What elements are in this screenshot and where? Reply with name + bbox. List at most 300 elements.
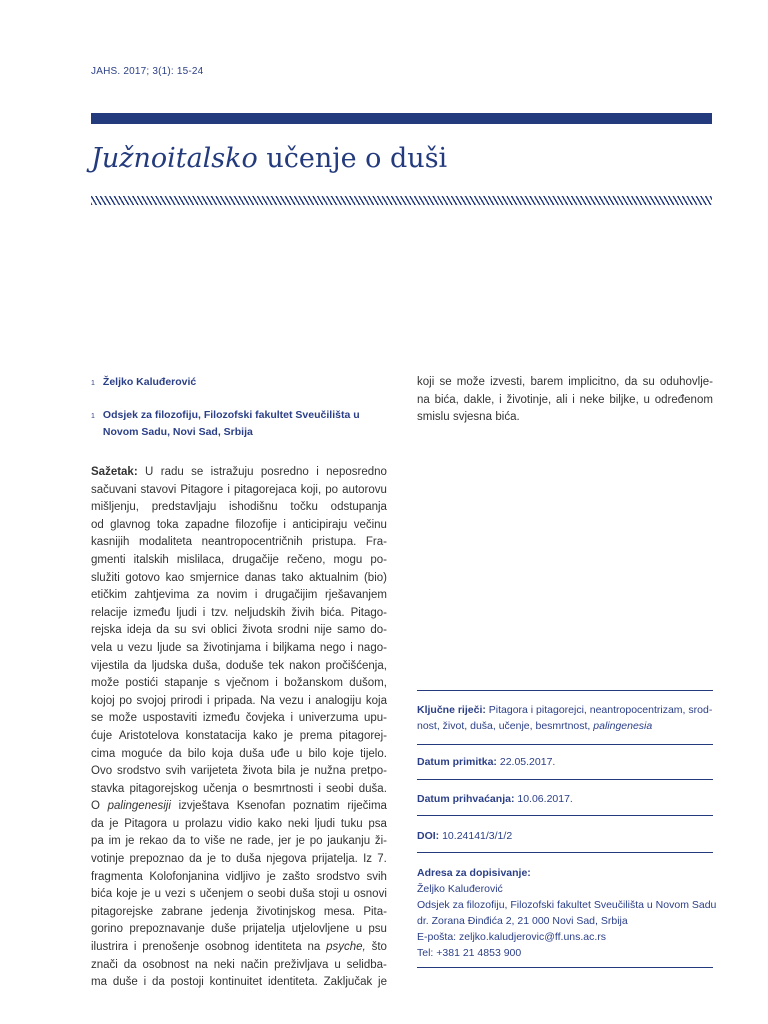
institution-line-1: Odsjek za filozofiju, Filozofski fakultet Sveučilišta u — [102, 409, 360, 421]
word: do- — [370, 624, 387, 637]
word: mogu — [333, 553, 363, 566]
word: uđe — [270, 747, 290, 760]
text-line — [91, 693, 387, 711]
word: neljudskih — [234, 606, 286, 619]
word: i — [350, 641, 353, 654]
word: vidljivo — [225, 870, 261, 883]
word: besmrtnosti — [253, 782, 314, 795]
word: radu — [160, 466, 184, 478]
word: ži- — [374, 835, 387, 848]
word: zapadne — [184, 518, 230, 531]
word: istražuju — [210, 466, 254, 478]
word: u — [295, 747, 303, 760]
word: da — [151, 976, 165, 989]
word: i — [265, 641, 269, 654]
word: može — [91, 677, 120, 690]
word: u — [154, 888, 161, 901]
word: vijestila — [91, 659, 129, 672]
institution-line-2: Novom Sadu, Novi Sad, Srbija — [102, 426, 253, 438]
keywords-label: Ključne riječi: — [417, 704, 486, 716]
word: je — [378, 976, 387, 989]
word: i — [572, 393, 575, 406]
word: oblici — [210, 624, 238, 637]
word: i — [308, 694, 311, 707]
word: tzv. — [211, 606, 229, 619]
text-line — [91, 534, 387, 552]
word: identiteta. — [267, 976, 318, 989]
word: ideja — [126, 624, 152, 637]
word: i — [133, 941, 137, 954]
text-line — [91, 552, 387, 570]
word: svjesna — [452, 411, 492, 424]
doi — [417, 828, 713, 844]
word: rečeno, — [287, 553, 326, 566]
word: izvesti, — [490, 376, 526, 388]
word: je — [295, 835, 305, 848]
word: ne — [229, 835, 243, 848]
word: njegova — [266, 853, 307, 866]
word: u — [172, 817, 180, 830]
word: i — [202, 606, 206, 619]
accepted-label: Datum prihvaćanja: — [417, 793, 515, 805]
journal-reference: JAHS. 2017; 3(1): 15-24 — [91, 66, 204, 77]
divider — [417, 690, 713, 691]
keywords — [417, 702, 713, 734]
word: rješavanjem — [324, 589, 387, 602]
word: koja — [365, 694, 387, 707]
word: o — [247, 888, 254, 901]
correspondence-phone: Tel: +381 21 4853 900 — [417, 947, 522, 959]
word: gmenti — [91, 553, 126, 566]
word: gorino — [91, 923, 123, 936]
date-accepted — [417, 791, 713, 807]
word: italskih — [133, 553, 169, 566]
divider — [417, 815, 713, 816]
word: dušom, — [349, 677, 387, 690]
word: znači — [91, 958, 118, 971]
article-title — [91, 143, 447, 174]
word: pretpo- — [350, 765, 387, 778]
institution-affiliation — [91, 407, 360, 441]
word: na — [307, 941, 321, 954]
word: između — [202, 712, 240, 725]
text-line — [91, 710, 387, 728]
word: svih — [165, 765, 186, 778]
word: životinjama — [203, 641, 261, 654]
word: životinje, — [506, 393, 552, 406]
word: da — [624, 376, 638, 388]
word: rekao — [139, 835, 168, 848]
word: Pitago- — [350, 606, 387, 619]
word: neposredno — [326, 466, 387, 478]
word: prijatelja — [242, 923, 286, 936]
received-label: Datum primitka: — [417, 756, 497, 768]
word: pitagorejskog — [129, 782, 198, 795]
divider — [417, 779, 713, 780]
word: bića, — [434, 393, 459, 406]
word: osobnog — [205, 941, 250, 954]
word: implicitno, — [568, 376, 620, 388]
word: konstatacija — [185, 729, 247, 742]
word: tek — [268, 659, 285, 672]
word: vezu — [128, 641, 153, 654]
word: za — [196, 589, 210, 602]
word: pa — [91, 835, 104, 848]
word: bilo — [187, 747, 206, 760]
word: im — [108, 835, 121, 848]
word: riječima — [347, 800, 387, 813]
text-line — [91, 728, 387, 746]
word: vezu — [279, 694, 304, 707]
institution-name — [103, 407, 360, 441]
word: biljkama — [272, 641, 316, 654]
word: pristupa. — [312, 536, 357, 549]
text-line — [417, 374, 713, 392]
word: da — [168, 747, 182, 760]
text-line — [91, 816, 387, 834]
word: ljudi — [176, 606, 197, 619]
word: rade, — [247, 835, 274, 848]
word: vela — [91, 641, 113, 654]
word: psu — [368, 923, 387, 936]
word: učenja — [203, 782, 237, 795]
text-line — [91, 482, 387, 500]
header-bar — [91, 113, 712, 124]
correspondence-institution: Odsjek za filozofiju, Filozofski fakultet Sveučilišta u Novom Sadu — [417, 899, 717, 911]
hatched-divider — [91, 196, 712, 205]
text-line — [417, 409, 713, 427]
word: moguće — [121, 747, 163, 760]
word: toka — [156, 518, 179, 531]
word: učenjem — [199, 888, 244, 901]
word: u — [643, 393, 650, 406]
word: po — [309, 835, 323, 848]
word: jedenja — [210, 905, 249, 918]
word: svih — [366, 870, 387, 883]
word: duša — [239, 747, 265, 760]
word: to — [190, 835, 200, 848]
text-line — [91, 798, 387, 816]
word: Sažetak: — [91, 466, 138, 478]
word: votinje — [91, 853, 125, 866]
word: 7. — [377, 853, 387, 866]
correspondence-address: dr. Zorana Đinđića 2, 21 000 Novi Sad, Srbija — [417, 915, 628, 927]
word: i — [227, 483, 230, 496]
word: duša — [289, 888, 315, 901]
word: se — [439, 376, 452, 388]
word: života — [242, 624, 273, 637]
affiliation-marker: 1 — [91, 380, 95, 387]
word: pitagorejaca — [233, 483, 297, 496]
word: poznatim — [292, 800, 340, 813]
word: neke — [579, 393, 605, 406]
word: duše — [112, 976, 138, 989]
word: srodstvo — [117, 765, 161, 778]
text-line — [91, 746, 387, 764]
word: ljude — [157, 641, 182, 654]
text-line — [91, 921, 387, 939]
word: je — [109, 817, 119, 830]
word: bića. — [320, 606, 345, 619]
word: dakle, — [463, 393, 495, 406]
word: predstavljaju — [151, 501, 217, 514]
word: bića — [91, 888, 113, 901]
correspondence-label: Adresa za dopisivanje: — [417, 867, 531, 879]
word: bila — [277, 765, 296, 778]
word: (bio) — [363, 571, 387, 584]
word: čovjeka — [245, 712, 285, 725]
word: Na — [260, 694, 275, 707]
text-line — [91, 886, 387, 904]
word: psa — [368, 817, 387, 830]
word: svojoj — [136, 694, 166, 707]
text-line — [91, 833, 387, 851]
word: da — [189, 853, 202, 866]
word: kako — [253, 729, 278, 742]
word: božanskom — [284, 677, 343, 690]
word: kojoj — [91, 694, 115, 707]
word: i — [143, 976, 147, 989]
word: po — [325, 483, 339, 496]
word: tijelo. — [360, 747, 387, 760]
word: živih — [291, 606, 315, 619]
word: postoji — [170, 976, 204, 989]
word: analogiju — [315, 694, 362, 707]
word: kasnijih — [91, 536, 130, 549]
word: ma — [91, 976, 107, 989]
word: palingenesiji — [107, 800, 171, 813]
word: ljudska — [151, 659, 188, 672]
text-line — [91, 570, 387, 588]
divider — [417, 744, 713, 745]
correspondence — [417, 865, 717, 961]
word: relacije — [91, 606, 128, 619]
word: stavovi — [140, 483, 177, 496]
word: su — [174, 624, 187, 637]
word: više — [204, 835, 226, 848]
word: nije — [313, 624, 332, 637]
word: i — [254, 589, 258, 602]
word: određenom — [654, 393, 713, 406]
word: nužna — [314, 765, 346, 778]
word: prolazu — [184, 817, 223, 830]
word: u — [334, 958, 341, 971]
word: duše — [211, 923, 237, 936]
word: glavnog — [110, 518, 151, 531]
word: smislu — [417, 411, 450, 424]
word: drugačijim — [264, 589, 318, 602]
word: koje — [332, 747, 354, 760]
author-name: Željko Kaluđerović — [102, 376, 197, 388]
word: odstupanja — [330, 501, 387, 514]
word: selidba- — [346, 958, 387, 971]
word: način — [240, 958, 269, 971]
word: na — [195, 958, 208, 971]
word: etičkim — [91, 589, 127, 602]
word: postići — [125, 677, 159, 690]
word: sa — [186, 641, 199, 654]
word: to — [221, 853, 231, 866]
word: zahtjevima — [134, 589, 190, 602]
word: nago- — [357, 641, 387, 654]
word: utjelovljene — [291, 923, 350, 936]
word: Iz — [363, 853, 373, 866]
word: univerzuma — [298, 712, 359, 725]
word: pripada. — [214, 694, 256, 707]
word: duša — [236, 853, 262, 866]
word: smjernice — [189, 571, 240, 584]
word: O — [91, 800, 100, 813]
word: je — [284, 729, 293, 742]
word: večinu — [353, 518, 387, 531]
affiliation-marker: 1 — [91, 413, 95, 420]
word: pitagorejske — [91, 905, 154, 918]
keywords-italic: palingenesia — [593, 720, 653, 732]
word: ishodišnu — [229, 501, 278, 514]
word: prema — [299, 729, 333, 742]
word: i — [499, 393, 502, 406]
divider — [417, 852, 713, 853]
word: da — [123, 958, 137, 971]
word: identiteta — [254, 941, 302, 954]
word: osnovi — [353, 888, 387, 901]
word: filozofije — [235, 518, 278, 531]
word: koji — [417, 376, 435, 388]
word: prepoznao — [129, 853, 184, 866]
word: i — [290, 712, 294, 725]
word: Pitagore — [180, 483, 224, 496]
word: neantropocentričnih — [201, 536, 303, 549]
word: u — [343, 888, 350, 901]
abstract-continuation — [417, 374, 713, 427]
received-value: 22.05.2017. — [499, 756, 556, 768]
word: je — [125, 835, 135, 848]
word: stavka — [91, 782, 125, 795]
text-line — [91, 851, 387, 869]
text-line — [91, 587, 387, 605]
text-line — [91, 939, 387, 957]
keywords-line-1: Pitagora i pitagorejci, neantropocentrizam, srod- — [488, 704, 713, 716]
word: prirodi — [170, 694, 203, 707]
word: zabrane — [161, 905, 203, 918]
word: fragmenta — [91, 870, 143, 883]
correspondence-email: E-pošta: zeljko.kaludjerovic@ff.uns.ac.rs — [417, 931, 607, 943]
word: uspostaviti — [142, 712, 198, 725]
word: koji, — [300, 483, 322, 496]
word: što — [371, 941, 387, 954]
word: ali — [556, 393, 568, 406]
word: modaliteta — [138, 536, 192, 549]
word: upu- — [363, 712, 387, 725]
text-line — [91, 640, 387, 658]
word: je — [207, 853, 217, 866]
word: mesa. — [323, 905, 356, 918]
word: da — [172, 835, 186, 848]
doi-value: 10.24141/3/1/2 — [442, 830, 513, 842]
word: vidio — [228, 817, 253, 830]
word: zašto — [282, 870, 310, 883]
word: ćuje — [91, 729, 113, 742]
author-affiliation — [91, 374, 196, 391]
word: izvještava — [178, 800, 230, 813]
word: prijatelja. — [311, 853, 358, 866]
word: da — [156, 624, 170, 637]
word: duša. — [358, 782, 387, 795]
word: Fra- — [365, 536, 387, 549]
word: doduše — [225, 659, 264, 672]
word: s — [189, 888, 196, 901]
text-line — [91, 499, 387, 517]
word: kontinuitet — [209, 976, 263, 989]
word: i — [316, 466, 319, 478]
word: seobi — [257, 888, 286, 901]
word: Zaključak — [323, 976, 373, 989]
word: stapanje — [164, 677, 208, 690]
word: ljudi — [314, 817, 336, 830]
word: neki — [213, 958, 235, 971]
word: pitagorej- — [339, 729, 387, 742]
word: i — [283, 518, 286, 531]
word: i — [318, 782, 321, 795]
word: prepoznavanje — [129, 923, 205, 936]
word: posredno — [260, 466, 309, 478]
word: stoji — [318, 888, 339, 901]
word: seobi — [326, 782, 354, 795]
word: Ksenofan — [236, 800, 286, 813]
word: U — [145, 466, 154, 478]
text-line — [91, 781, 387, 799]
word: oduhovlje- — [659, 376, 713, 388]
title-italic: Južnoitalsko — [91, 143, 258, 174]
word: anticipiraju — [292, 518, 348, 531]
word: po — [119, 694, 132, 707]
word: Pitagora — [124, 817, 168, 830]
word: od — [91, 518, 104, 531]
word: gotovo — [125, 571, 160, 584]
text-line — [91, 957, 387, 975]
word: Kolofonjanina — [149, 870, 220, 883]
text-line — [91, 605, 387, 623]
word: varijeteta — [190, 765, 238, 778]
word: sačuvani — [91, 483, 137, 496]
text-line — [91, 517, 387, 535]
word: na — [417, 393, 430, 406]
word: života — [242, 765, 273, 778]
word: u — [116, 641, 124, 654]
title-rest: učenje o duši — [266, 143, 448, 174]
word: bilo — [308, 747, 327, 760]
word: služiti — [91, 571, 120, 584]
word: preživljava — [274, 958, 329, 971]
word: novim — [216, 589, 248, 602]
word: osobnost — [142, 958, 190, 971]
word: je — [141, 888, 151, 901]
word: aktualnim — [309, 571, 359, 584]
word: je — [300, 765, 310, 778]
word: prenošenje — [142, 941, 200, 954]
word: jer — [278, 835, 292, 848]
correspondence-name: Željko Kaluđerović — [417, 883, 503, 895]
abstract — [91, 464, 387, 992]
word: pročišćenja, — [325, 659, 387, 672]
word: su — [642, 376, 655, 388]
word: samo — [337, 624, 366, 637]
text-line — [91, 658, 387, 676]
text-line — [91, 464, 387, 482]
accepted-value: 10.06.2017. — [517, 793, 573, 805]
word: životinjskog — [256, 905, 316, 918]
word: cima — [91, 747, 116, 760]
